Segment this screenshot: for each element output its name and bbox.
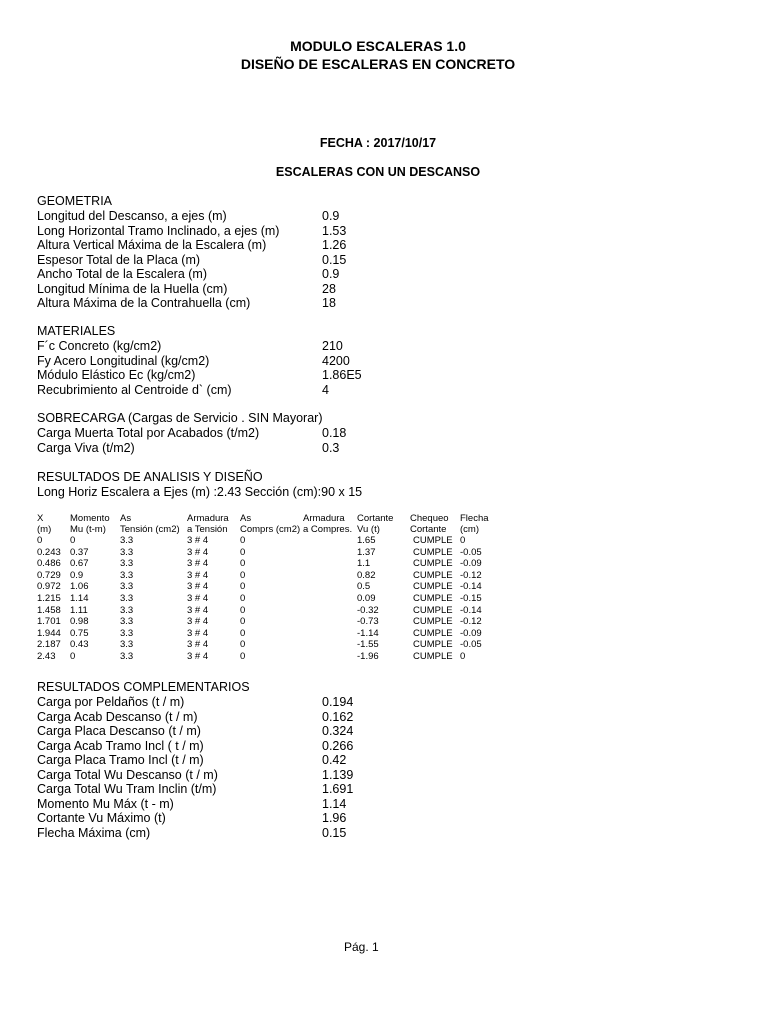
- table-cell-col-x: 1.701: [37, 616, 61, 628]
- table-cell-col-as-compres: 0: [240, 546, 246, 558]
- table-cell-col-chequeo: CUMPLE: [413, 616, 453, 628]
- geometria-row: [37, 238, 437, 253]
- table-cell-col-flecha: -0.14: [460, 581, 482, 593]
- section-heading-materiales: MATERIALES: [37, 324, 116, 338]
- document-title-line1: MODULO ESCALERAS 1.0: [290, 38, 466, 54]
- table-cell-col-momento: 0.43: [70, 639, 89, 651]
- sobrecarga-row: [37, 441, 437, 456]
- table-cell-col-chequeo: CUMPLE: [413, 604, 453, 616]
- materiales-value: 4200: [322, 353, 350, 368]
- table-cell-col-flecha: -0.12: [460, 616, 482, 628]
- geometria-value: 28: [322, 281, 336, 296]
- geometria-row: [37, 282, 437, 297]
- table-cell-col-cortante: 1.65: [357, 535, 376, 546]
- complementarios-label: Carga Total Wu Descanso (t / m): [37, 767, 218, 782]
- table-cell-col-momento: 1.11: [70, 604, 88, 616]
- complementarios-value: 0.15: [322, 825, 347, 840]
- table-cell-col-cortante: 0.5: [357, 581, 371, 593]
- sobrecarga-label: Carga Viva (t/m2): [37, 440, 135, 455]
- table-cell-col-flecha: -0.05: [460, 639, 482, 651]
- table-cell-col-cortante: 0.09: [357, 593, 376, 604]
- table-subheader-col-x: (m): [37, 524, 52, 535]
- table-cell-col-x: 2.187: [37, 639, 61, 651]
- section-heading-resultados: RESULTADOS DE ANALISIS Y DISEÑO: [37, 470, 263, 484]
- table-header-col-armadura-tension: Armadura: [187, 513, 229, 524]
- section-heading-complementarios: RESULTADOS COMPLEMENTARIOS: [37, 680, 250, 694]
- table-cell-col-chequeo: CUMPLE: [413, 639, 453, 651]
- materiales-label: Fy Acero Longitudinal (kg/cm2): [37, 353, 210, 368]
- table-header-col-as-compres: As: [240, 513, 252, 524]
- complementarios-row: [37, 797, 437, 812]
- table-cell-col-as-tension: 3.3: [120, 604, 134, 616]
- table-cell-col-cortante: -1.14: [357, 627, 379, 639]
- table-cell-col-chequeo: CUMPLE: [413, 558, 453, 570]
- table-cell-col-flecha: -0.05: [460, 546, 482, 558]
- table-cell-col-cortante: 1.1: [357, 558, 371, 570]
- table-subheader-col-armadura-tension: a Tensión: [187, 524, 228, 535]
- table-cell-col-chequeo: CUMPLE: [413, 535, 453, 546]
- table-subheader-col-as-compres: Comprs (cm2): [240, 524, 301, 535]
- geometria-label: Longitud del Descanso, a ejes (m): [37, 209, 227, 223]
- materiales-value: 1.86E5: [322, 368, 362, 382]
- document-subtitle: ESCALERAS CON UN DESCANSO: [275, 165, 481, 179]
- table-subheader-col-armadura-compres: a Compres.: [303, 524, 353, 535]
- table-header-col-momento: Momento: [70, 513, 110, 524]
- table-cell-col-x: 0.972: [37, 581, 61, 593]
- table-cell-col-as-compres: 0: [240, 604, 246, 616]
- table-cell-col-cortante: 1.37: [357, 546, 376, 558]
- table-cell-col-chequeo: CUMPLE: [413, 627, 453, 639]
- geometria-row: [37, 253, 437, 268]
- complementarios-value: 1.96: [322, 811, 347, 825]
- table-cell-col-flecha: -0.12: [460, 569, 482, 581]
- table-cell-col-x: 2.43: [37, 651, 56, 662]
- complementarios-value: 1.139: [322, 767, 354, 782]
- table-cell-col-chequeo: CUMPLE: [413, 593, 453, 604]
- table-cell-col-momento: 0: [70, 651, 76, 662]
- table-cell-col-as-compres: 0: [240, 593, 246, 604]
- complementarios-row: [37, 768, 437, 783]
- table-cell-col-momento: 0.98: [70, 616, 89, 628]
- materiales-row: [37, 339, 437, 354]
- materiales-row: [37, 368, 437, 383]
- table-cell-col-cortante: -0.73: [357, 616, 379, 628]
- table-cell-col-as-compres: 0: [240, 569, 246, 581]
- table-cell-col-armadura-tension: 3 # 4: [187, 604, 209, 616]
- table-cell-col-armadura-tension: 3 # 4: [187, 627, 209, 639]
- complementarios-label: Carga por Peldaños (t / m): [37, 695, 185, 709]
- section-heading-sobrecarga: SOBRECARGA (Cargas de Servicio . SIN Mayorar): [37, 411, 323, 425]
- complementarios-value: 0.266: [322, 738, 354, 753]
- table-cell-col-flecha: 0: [460, 651, 466, 662]
- table-cell-col-momento: 1.14: [70, 593, 89, 604]
- table-cell-col-cortante: 0.82: [357, 569, 376, 581]
- table-cell-col-momento: 0.37: [70, 546, 89, 558]
- table-cell-col-x: 0: [37, 535, 43, 546]
- complementarios-label: Carga Placa Tramo Incl (t / m): [37, 753, 204, 767]
- complementarios-row: [37, 724, 437, 739]
- table-cell-col-momento: 0: [70, 535, 76, 546]
- table-cell-col-as-tension: 3.3: [120, 535, 134, 546]
- table-header-col-flecha: Flecha: [460, 513, 489, 524]
- table-subheader-col-cortante: Vu (t): [357, 524, 380, 535]
- materiales-label: F´c Concreto (kg/cm2): [37, 339, 162, 353]
- table-cell-col-momento: 1.06: [70, 581, 89, 593]
- geometria-label: Altura Máxima de la Contrahuella (cm): [37, 296, 251, 310]
- complementarios-row: [37, 782, 437, 797]
- geometria-label: Ancho Total de la Escalera (m): [37, 267, 207, 281]
- complementarios-row: [37, 811, 437, 826]
- complementarios-value: 1.691: [322, 782, 354, 796]
- table-cell-col-armadura-tension: 3 # 4: [187, 593, 209, 604]
- geometria-value: 18: [322, 296, 336, 310]
- table-cell-col-momento: 0.9: [70, 569, 84, 581]
- table-cell-col-armadura-tension: 3 # 4: [187, 651, 209, 662]
- table-cell-col-chequeo: CUMPLE: [413, 651, 453, 662]
- document-title-line2: DISEÑO DE ESCALERAS EN CONCRETO: [240, 56, 516, 72]
- complementarios-row: [37, 739, 437, 754]
- materiales-value: 4: [322, 382, 329, 397]
- table-cell-col-momento: 0.67: [70, 558, 89, 570]
- complementarios-row: [37, 753, 437, 768]
- table-cell-col-flecha: -0.15: [460, 593, 482, 604]
- complementarios-row: [37, 695, 437, 710]
- sobrecarga-row: [37, 426, 437, 441]
- table-cell-col-as-tension: 3.3: [120, 651, 134, 662]
- table-cell-col-cortante: -1.96: [357, 651, 379, 662]
- table-cell-col-x: 1.215: [37, 593, 61, 604]
- complementarios-label: Cortante Vu Máximo (t): [37, 811, 166, 825]
- materiales-label: Recubrimiento al Centroide d` (cm): [37, 382, 232, 397]
- table-header-col-as-tension: As: [120, 513, 132, 524]
- geometria-label: Longitud Mínima de la Huella (cm): [37, 281, 228, 296]
- section-heading-geometria: GEOMETRIA: [37, 194, 113, 208]
- table-cell-col-cortante: -0.32: [357, 604, 379, 616]
- geometria-value: 0.9: [322, 209, 340, 223]
- complementarios-row: [37, 826, 437, 841]
- table-cell-col-as-tension: 3.3: [120, 627, 134, 639]
- table-cell-col-flecha: -0.14: [460, 604, 482, 616]
- geometria-row: [37, 209, 437, 224]
- table-cell-col-as-tension: 3.3: [120, 593, 134, 604]
- geometria-label: Altura Vertical Máxima de la Escalera (m): [37, 238, 267, 252]
- sobrecarga-value: 0.3: [322, 440, 340, 455]
- complementarios-label: Carga Total Wu Tram Inclin (t/m): [37, 782, 217, 796]
- table-cell-col-as-compres: 0: [240, 627, 246, 639]
- materiales-row: [37, 354, 437, 369]
- table-cell-col-x: 0.729: [37, 569, 61, 581]
- results-table: [37, 513, 517, 673]
- table-cell-col-momento: 0.75: [70, 627, 89, 639]
- table-cell-col-chequeo: CUMPLE: [413, 546, 453, 558]
- resultados-summary: Long Horiz Escalera a Ejes (m) :2.43 Sección (cm):90 x 15: [37, 485, 363, 499]
- complementarios-label: Carga Acab Tramo Incl ( t / m): [37, 738, 204, 753]
- materiales-value: 210: [322, 339, 343, 353]
- table-cell-col-as-tension: 3.3: [120, 581, 134, 593]
- table-cell-col-x: 1.458: [37, 604, 61, 616]
- table-header-col-x: X: [37, 513, 44, 524]
- geometria-label: Espesor Total de la Placa (m): [37, 252, 201, 267]
- table-subheader-col-as-tension: Tensión (cm2): [120, 524, 180, 535]
- table-subheader-col-momento: Mu (t-m): [70, 524, 106, 535]
- table-subheader-col-chequeo: Cortante: [410, 524, 447, 535]
- complementarios-value: 0.42: [322, 753, 347, 767]
- complementarios-label: Carga Placa Descanso (t / m): [37, 724, 201, 738]
- table-cell-col-as-tension: 3.3: [120, 569, 134, 581]
- geometria-row: [37, 224, 437, 239]
- table-cell-col-armadura-tension: 3 # 4: [187, 581, 209, 593]
- table-cell-col-cortante: -1.55: [357, 639, 379, 651]
- geometria-row: [37, 267, 437, 282]
- geometria-label: Long Horizontal Tramo Inclinado, a ejes (m): [37, 223, 280, 238]
- geometria-value: 1.26: [322, 238, 347, 252]
- complementarios-value: 0.324: [322, 724, 354, 738]
- table-header-col-cortante: Cortante: [357, 513, 394, 524]
- table-cell-col-as-tension: 3.3: [120, 639, 134, 651]
- table-cell-col-armadura-tension: 3 # 4: [187, 558, 209, 570]
- geometria-row: [37, 296, 437, 311]
- materiales-label: Módulo Elástico Ec (kg/cm2): [37, 368, 196, 382]
- page-number: Pág. 1: [344, 940, 379, 954]
- complementarios-label: Momento Mu Máx (t - m): [37, 796, 174, 811]
- table-cell-col-as-compres: 0: [240, 535, 246, 546]
- complementarios-value: 0.194: [322, 695, 354, 709]
- table-header-col-armadura-compres: Armadura: [303, 513, 345, 524]
- table-cell-col-x: 0.486: [37, 558, 61, 570]
- table-cell-col-armadura-tension: 3 # 4: [187, 616, 209, 628]
- table-cell-col-armadura-tension: 3 # 4: [187, 639, 209, 651]
- table-cell-col-x: 0.243: [37, 546, 61, 558]
- table-cell-col-as-tension: 3.3: [120, 558, 134, 570]
- complementarios-label: Flecha Máxima (cm): [37, 825, 151, 840]
- table-cell-col-chequeo: CUMPLE: [413, 569, 453, 581]
- geometria-value: 0.15: [322, 252, 347, 267]
- complementarios-row: [37, 710, 437, 725]
- table-cell-col-as-compres: 0: [240, 639, 246, 651]
- table-cell-col-as-compres: 0: [240, 616, 246, 628]
- table-cell-col-x: 1.944: [37, 627, 61, 639]
- geometria-value: 1.53: [322, 223, 347, 238]
- table-cell-col-armadura-tension: 3 # 4: [187, 535, 209, 546]
- complementarios-value: 0.162: [322, 709, 354, 724]
- table-header-col-chequeo: Chequeo: [410, 513, 449, 524]
- geometria-value: 0.9: [322, 267, 340, 281]
- table-cell-col-as-tension: 3.3: [120, 546, 134, 558]
- table-subheader-col-flecha: (cm): [460, 524, 479, 535]
- table-cell-col-armadura-tension: 3 # 4: [187, 546, 209, 558]
- table-cell-col-flecha: -0.09: [460, 627, 482, 639]
- table-cell-col-as-compres: 0: [240, 581, 246, 593]
- table-cell-col-armadura-tension: 3 # 4: [187, 569, 209, 581]
- table-cell-col-as-compres: 0: [240, 651, 246, 662]
- sobrecarga-label: Carga Muerta Total por Acabados (t/m2): [37, 426, 260, 440]
- complementarios-label: Carga Acab Descanso (t / m): [37, 709, 198, 724]
- complementarios-value: 1.14: [322, 796, 347, 811]
- fecha-label: FECHA : 2017/10/17: [319, 136, 437, 150]
- table-cell-col-as-compres: 0: [240, 558, 246, 570]
- table-cell-col-as-tension: 3.3: [120, 616, 134, 628]
- materiales-row: [37, 383, 437, 398]
- sobrecarga-value: 0.18: [322, 426, 347, 440]
- table-cell-col-chequeo: CUMPLE: [413, 581, 453, 593]
- table-cell-col-flecha: -0.09: [460, 558, 482, 570]
- table-cell-col-flecha: 0: [460, 535, 466, 546]
